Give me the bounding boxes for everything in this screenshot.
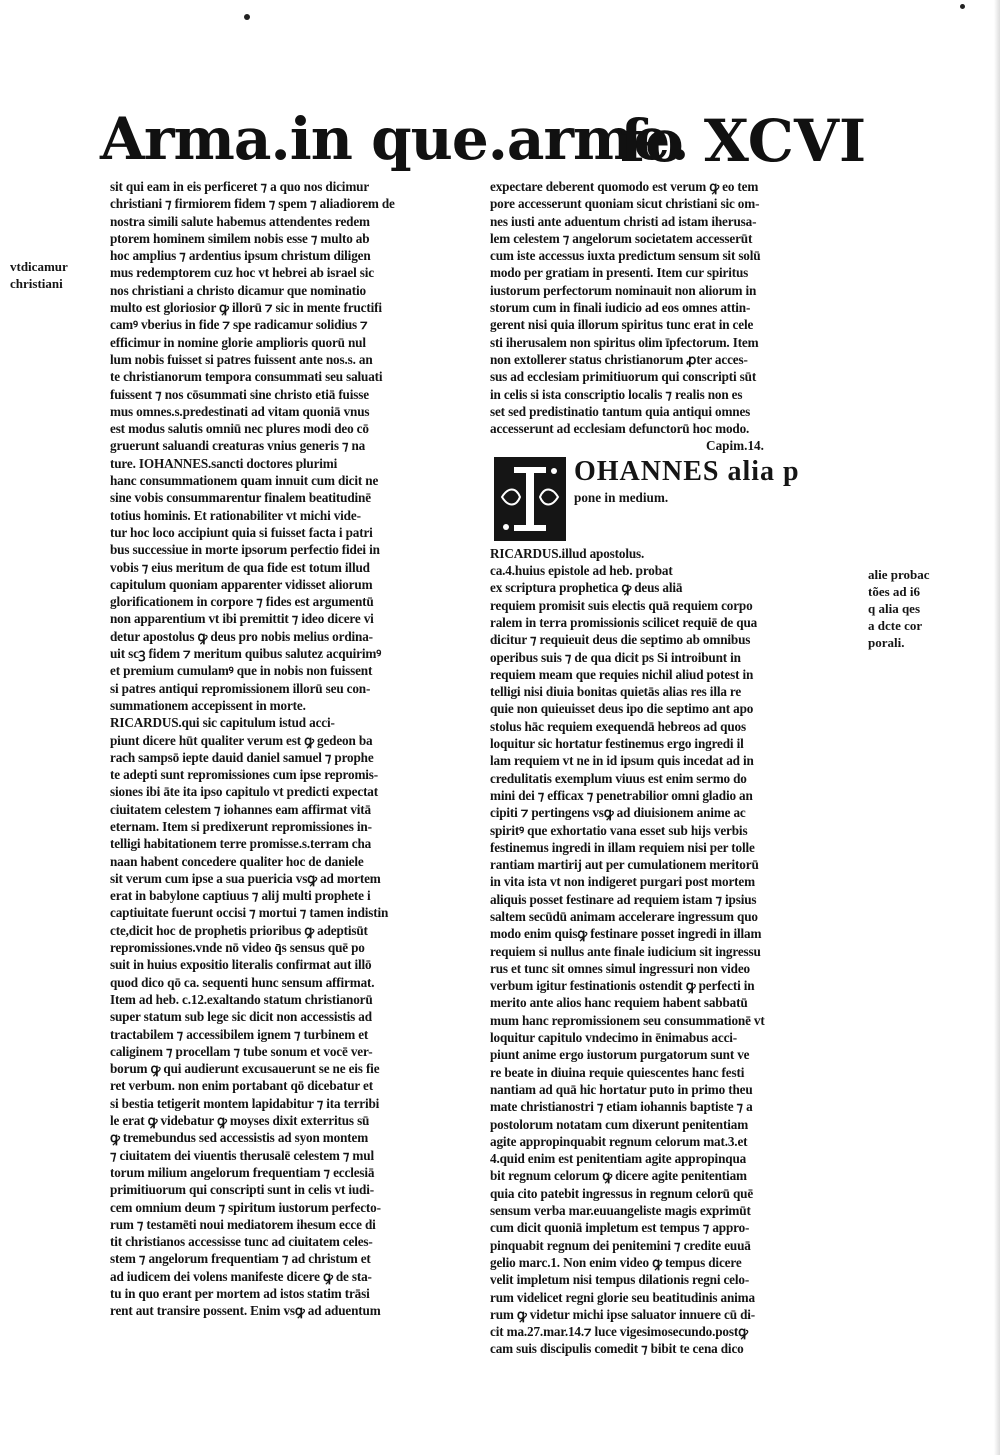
text-line: sine vobis consummarentur finalem beatitudinē — [110, 490, 371, 506]
text-line: ptorem hominem similem nobis esse ⁊ multo ab — [110, 230, 370, 246]
text-line: glorificationem in corpore ⁊ fides est argumentū — [110, 594, 374, 610]
text-line: ciuitatem celestem ⁊ iohannes eam affirmat vitā — [110, 801, 371, 817]
running-head-title: Arma.in que.arme. — [100, 105, 689, 173]
text-line: operibus suis ⁊ de qua dicit ps Si introibunt in — [490, 649, 741, 665]
left-text-column — [110, 178, 476, 1358]
marginal-note-line: christiani — [10, 276, 63, 291]
text-line: rus et tunc sit omnes simul ingressuri non video — [490, 960, 750, 976]
text-line: set sed predistinatio tantum quia antiqui omnes — [490, 403, 751, 419]
text-line: borum ꝙ qui audierunt excusauerunt se ne eis fie — [110, 1061, 380, 1077]
text-line: ad iudicem dei volens manifeste dicere ꝙ de sta- — [110, 1268, 372, 1284]
text-line: ture. IOHANNES.sancti doctores plurimi — [110, 455, 338, 471]
text-line: storum cum in finali iudicio ad eos omnes attin- — [490, 300, 751, 316]
text-line: sit qui eam in eis perficeret ⁊ a quo nos dicimur — [110, 179, 370, 194]
text-line: rent aut transire possent. Enim vsꝙ ad aduentum — [110, 1303, 381, 1319]
text-line: christiani ⁊ firmiorem fidem ⁊ spem ⁊ aliadiorem de — [110, 196, 395, 212]
text-line: stolus hāc requiem exequendā hebreos ad quos — [490, 718, 746, 734]
right-column-lower-text — [490, 545, 860, 1358]
text-line: mini dei ⁊ efficax ⁊ penetrabilior omni gladio an — [490, 787, 753, 803]
text-line: primitiuorum qui conscripti sunt in celis vt iudi- — [110, 1182, 374, 1198]
left-marginal-note — [10, 258, 68, 292]
text-line: saltem secūdū animam accelerare ingressum quo — [490, 908, 758, 924]
text-line: bit regnum celorum ꝙ dicere agite penitentiam — [490, 1168, 747, 1184]
text-line: repromissiones.vnde nō video q̄s sensus quē po — [110, 940, 365, 956]
text-line: multo est gloriosior ꝙ illorū ⁊ sic in mente fructifi — [110, 300, 382, 316]
text-line: si bestia tetigerit montem lapidabitur ⁊ ita terribi — [110, 1095, 380, 1111]
text-line: spiritꝰ que exhortatio vana esset sub hijs verbis — [490, 822, 748, 838]
text-line: sus ad ecclesiam primitiuorum qui conscripti sūt — [490, 369, 757, 385]
text-line: mate christianostri ⁊ etiam iohannis baptiste ⁊ a — [490, 1099, 753, 1115]
text-line: tractabilem ⁊ accessibilem ignem ⁊ turbinem et — [110, 1026, 369, 1042]
text-line: est modus salutis omniū nec plures modi deo cō — [110, 421, 369, 437]
text-line: modo enim quisꝙ festinare posset ingredi in illam — [490, 926, 762, 942]
text-line: suit in huius expositio literalis confirmat aut illō — [110, 957, 372, 973]
text-line: caliginem ⁊ procellam ⁊ tube sonum et vocē ver- — [110, 1043, 373, 1059]
text-line: nes iusti ante aduentum christi ad istam iherusa- — [490, 213, 757, 229]
marginal-note-line: vtdicamur — [10, 259, 68, 274]
text-line: hoc amplius ⁊ ardentius ipsum christum diligen — [110, 248, 371, 264]
text-line: si patres antiqui repromissionem illorū seu con- — [110, 680, 371, 696]
text-line: cam suis discipulis comedit ⁊ bibit te cena dico — [490, 1341, 744, 1357]
text-line: gelio marc.1. Non enim video ꝙ tempus dicere — [490, 1254, 742, 1270]
ornamental-letter-icon — [494, 457, 566, 541]
text-line: RICARDUS.qui sic capitulum istud acci- — [110, 715, 335, 731]
text-line: re beate in diuina requie quiescentes hanc festi — [490, 1064, 745, 1080]
text-line: agite appropinquabit regnum celorum mat.3.et — [490, 1133, 748, 1149]
text-line: fuissent ⁊ nos cōsummati sine christo etiā fuisse — [110, 386, 369, 402]
text-line: rum ⁊ testamēti noui mediatorem ihesum ecce di — [110, 1216, 376, 1232]
text-line: mum hanc repromissionem seu consummationē vt — [490, 1012, 765, 1028]
text-line: ca.4.huius epistole ad heb. probat — [490, 563, 673, 579]
text-line: ex scriptura prophetica ꝙ deus aliā — [490, 580, 683, 596]
text-line: sit verum cum ipse a sua puericia vsꝙ ad mortem — [110, 870, 381, 886]
text-line: erat in babylone captiuus ⁊ alij multi prophete i — [110, 888, 371, 904]
text-line: te adepti sunt repromissiones cum ipse repromis- — [110, 767, 379, 783]
text-line: detur apostolus ꝙ deus pro nobis melius ordina- — [110, 628, 373, 644]
text-line: dicitur ⁊ requieuit deus die septimo ab omnibus — [490, 632, 751, 648]
text-line: iustorum perfectorum nominauit non aliorum in — [490, 282, 757, 298]
text-line: pore accesserunt quoniam sicut christiani sic om- — [490, 196, 760, 212]
right-column-upper-text — [490, 178, 860, 437]
text-line: piunt dicere hūt qualiter verum est ꝙ gedeon ba — [110, 732, 373, 748]
text-line: uit scꝫ fidem ⁊ meritum quibus salutez acquirimꝰ — [110, 646, 382, 662]
ink-speck — [960, 4, 965, 9]
text-line: cipiti ⁊ pertingens vsꝙ ad diuisionem anime ac — [490, 805, 746, 821]
text-line: lem celestem ⁊ angelorum societatem accesserūt — [490, 230, 753, 246]
text-line: sti iherusalem non spiritus olim īpfectorum. Item — [490, 334, 759, 350]
marginal-note-line: tões ad i6 — [868, 584, 920, 599]
text-line: ret verbum. non enim portabant qō dicebatur et — [110, 1078, 373, 1094]
chapter-heading: Capim.14. — [706, 438, 764, 454]
text-line: sensum verba mar.euuangeliste magis exprimūt — [490, 1203, 751, 1219]
text-line: modo per gratiam in presenti. Item cur spiritus — [490, 265, 749, 281]
text-line: super statum sub lege sic dicit non accessistis ad — [110, 1009, 372, 1025]
text-line: postolorum notatam cum dixerunt penitentiam — [490, 1116, 749, 1132]
decorated-initial-i — [494, 457, 566, 541]
text-line: telligi habitationem terre promisse.s.terram cha — [110, 836, 372, 852]
text-line: aliquis posset festinare ad requiem istam ⁊ ipsius — [490, 891, 757, 907]
text-line: cte,dicit hoc de prophetis prioribus ꝙ adeptisūt — [110, 922, 368, 938]
text-line: merito ante alios hanc requiem habent sabbatū — [490, 995, 748, 1011]
text-line: credulitatis exemplum viuus est enim sermo do — [490, 770, 747, 786]
text-line: nos christiani a christo dicamur que nominatio — [110, 282, 366, 298]
marginal-note-line: a dcte cor — [868, 618, 923, 633]
ink-speck — [244, 14, 250, 20]
text-line: Item ad heb. c.12.exaltando statum christianorū — [110, 991, 373, 1007]
text-line: cum iste accessus iuxta predictum sensum sit solū — [490, 248, 761, 264]
text-line: naan habent concedere qualiter hoc de daniele — [110, 853, 364, 869]
text-line: gerent nisi quia illorum spiritus tunc erat in cele — [490, 317, 754, 333]
text-line: in vita ista vt non indigeret purgari post mortem — [490, 874, 755, 890]
text-line: efficimur in nomine glorie amplioris quorū nul — [110, 334, 366, 350]
text-line: non extollerer status christianorum ꝓter acces- — [490, 351, 748, 367]
text-line: siones ibi āte ita ipso capitulo vt predicti expectat — [110, 784, 378, 800]
initial-subline: pone in medium. — [574, 489, 669, 505]
text-line: le erat ꝙ videbatur ꝙ moyses dixit exterritus sū — [110, 1113, 370, 1129]
text-line: camꝰ vberius in fide ⁊ spe radicamur solidius ⁊ — [110, 317, 368, 333]
text-line: totius hominis. Et rationabiliter vt michi vide- — [110, 507, 361, 523]
text-line: gruerunt saluandi creaturas vnius generis ⁊ na — [110, 438, 366, 454]
text-line: captiuitate fuerunt occisi ⁊ mortui ⁊ tamen indistin — [110, 905, 389, 921]
text-line: pinquabit regnum dei penitemini ⁊ credite euuā — [490, 1237, 751, 1253]
text-line: loquitur capitulo vndecimo in ēnimabus acci- — [490, 1030, 738, 1046]
text-line: accesserunt ad ecclesiam defunctorū hoc modo. — [490, 421, 750, 437]
text-line: piunt anime ergo iustorum purgatorum sunt ve — [490, 1047, 750, 1063]
text-line: ⁊ ciuitatem dei viuentis therusalē celestem ⁊ mul — [110, 1147, 374, 1163]
text-line: 4.quid enim est penitentiam agite appropinqua — [490, 1151, 747, 1167]
marginal-note-line: porali. — [868, 635, 905, 650]
text-line: quie non quieuisset deus ipo die septimo ant apo — [490, 701, 754, 717]
text-line: cum dicit quoniā impletum est tempus ⁊ appro- — [490, 1220, 750, 1236]
text-line: hanc consummationem quam innuit cum dicit ne — [110, 473, 379, 489]
page-edge-shadow — [994, 0, 1000, 1455]
text-line: rum videlicet regni glorie seu beatitudinis anima — [490, 1289, 755, 1305]
text-line: rantiam martirij aut per cumulationem meritorū — [490, 857, 759, 873]
marginal-note-line: q alia qes — [868, 601, 921, 616]
text-line: torum milium angelorum frequentiam ⁊ ecclesiā — [110, 1164, 375, 1180]
text-line: velit impletum nisi tempus dilationis regni celo- — [490, 1272, 750, 1288]
text-line: ralem in terra promissionis scilicet requiē de qua — [490, 614, 758, 630]
text-line: lam requiem vt ne in id ipsum quis incedat ad in — [490, 753, 754, 769]
right-text-column — [490, 178, 860, 1358]
initial-heading-text: OHANNES alia p — [574, 455, 800, 487]
text-line: festinemus ingredi in illam requiem nisi per tolle — [490, 839, 755, 855]
text-line: cem omnium deum ⁊ spiritum iustorum perfecto- — [110, 1199, 381, 1215]
text-line: telligi nisi diuia bonitas quietās alias res illa re — [490, 684, 742, 700]
text-line: vobis ⁊ eius meritum de qua fide est totum illud — [110, 559, 370, 575]
text-line: lum nobis fuisset si patres fuissent ante nos.s. an — [110, 351, 373, 367]
text-line: summationem accepissent in morte. — [110, 697, 306, 713]
text-line: expectare deberent quomodo est verum ꝙ eo tem — [490, 179, 759, 194]
text-line: RICARDUS.illud apostolus. — [490, 545, 645, 561]
text-line: nantiam ad quā hic hortatur puto in primo theu — [490, 1081, 753, 1097]
text-line: et premium cumulamꝰ que in nobis non fuissent — [110, 663, 373, 679]
text-line: nostra simili salute habemus attendentes redem — [110, 213, 370, 229]
text-line: non apparentium vt ibi premittit ⁊ ideo dicere vi — [110, 611, 374, 627]
text-line: eternam. Item si predixerunt repromissiones in- — [110, 818, 372, 834]
text-line: verbum igitur festinationis ostendit ꝙ perfecti in — [490, 978, 755, 994]
text-line: cit ma.27.mar.14.⁊ luce vigesimosecundo.postꝙ — [490, 1324, 748, 1340]
text-line: stem ⁊ angelorum frequentiam ⁊ ad christum et — [110, 1251, 371, 1267]
text-line: tu in quo erant per mortem ad istos statim trāsi — [110, 1286, 370, 1301]
text-line: requiem si nullus ante finale iudicium sit ingressu — [490, 943, 761, 959]
text-line: mus redemptorem cuz hoc vt hebrei ab israel sic — [110, 265, 374, 281]
text-line: tit christianos accessisse tunc ad ciuitatem celes- — [110, 1234, 373, 1250]
folio-number: fo XCVI — [620, 107, 867, 175]
text-line: bus successiue in morte ipsorum perfectio fidei in — [110, 542, 380, 558]
text-line: in celis si ista conscriptio localis ⁊ realis non es — [490, 386, 743, 402]
text-line: rach sampsō iepte dauid daniel samuel ⁊ prophe — [110, 749, 374, 765]
text-line: capitulum quoniam apparenter vidisset aliorum — [110, 576, 373, 592]
text-line: quod dico qō ca. sequenti hunc sensum affirmat. — [110, 974, 375, 990]
initial-text — [574, 455, 860, 506]
text-line: rum ꝙ videtur michi ipse saluator innuere cū di- — [490, 1306, 756, 1322]
right-marginal-note — [868, 566, 930, 651]
text-line: mus omnes.s.predestinati ad vitam quoniā vnus — [110, 403, 370, 419]
text-line: loquitur sic hortatur festinemus ergo ingredi il — [490, 736, 744, 752]
text-line: requiem promisit suis electis quā requiem corpo — [490, 597, 753, 613]
text-line: te christianorum tempora consummati seu saluati — [110, 369, 383, 385]
text-line: ꝙ tremebundus sed accessistis ad syon montem — [110, 1130, 369, 1146]
text-line: quia cito patebit ingressus in regnum celorū quē — [490, 1185, 754, 1201]
initial-block — [490, 455, 860, 545]
text-line: tur hoc loco accipiunt quia si fuisset facta i patri — [110, 524, 373, 540]
marginal-note-line: alie probac — [868, 567, 930, 582]
text-line: requiem meam que requies nichil aliud potest in — [490, 666, 754, 682]
